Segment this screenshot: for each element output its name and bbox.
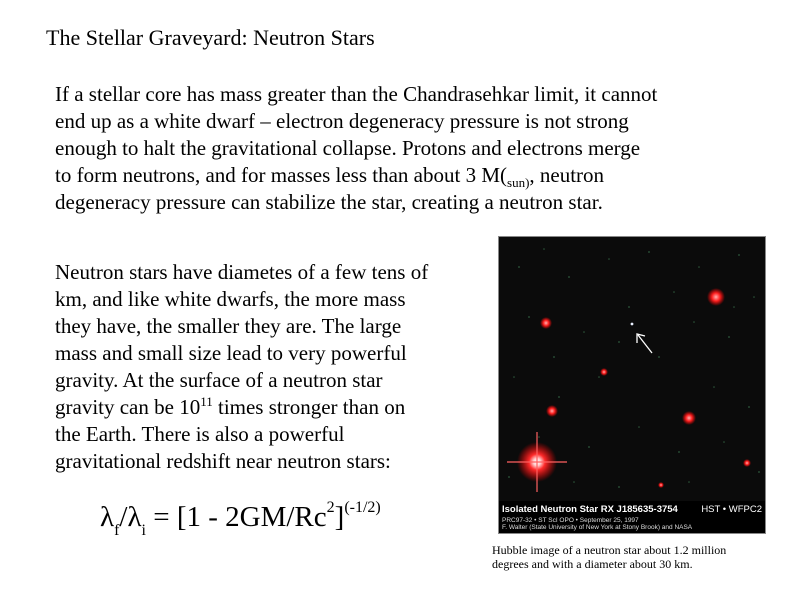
image-label: Isolated Neutron Star RX J185635-3754 <box>502 504 678 515</box>
red-star <box>707 288 725 306</box>
red-star <box>658 482 664 488</box>
banner-title-row <box>502 504 762 516</box>
neutron-star-dot <box>631 323 634 326</box>
credit-line: PRC97-32 • ST ScI OPO • September 25, 1997 <box>502 517 639 524</box>
paragraph-line: gravitational redshift near neutron stars: <box>55 449 391 473</box>
paragraph-line: end up as a white dwarf – electron degeneracy pressure is not strong <box>55 109 629 133</box>
paragraph-line <box>55 162 775 189</box>
red-star <box>600 368 608 376</box>
red-star <box>546 405 558 417</box>
paragraph-line: the Earth. There is also a powerful <box>55 422 345 446</box>
paragraph-line <box>55 394 485 421</box>
hubble-neutron-star-image <box>498 236 766 534</box>
neutron-star-paragraph <box>55 259 485 475</box>
superscript-2: 2 <box>326 499 335 516</box>
red-star <box>682 411 696 425</box>
paragraph-line: km, and like white dwarfs, the more mass <box>55 287 406 311</box>
image-caption <box>492 543 792 571</box>
red-star <box>743 459 751 467</box>
formula-exponent: (-1/2) <box>344 499 381 516</box>
slide-title: The Stellar Graveyard: Neutron Stars <box>46 25 375 50</box>
sun-subscript: sun) <box>507 175 530 190</box>
formula-slash: / <box>119 501 128 533</box>
chandrasekhar-paragraph <box>55 81 775 216</box>
text-segment: , neutron <box>529 163 605 187</box>
credit-line: F. Walter (State University of New York at Stony Brook) and NASA <box>502 524 693 531</box>
paragraph-line: mass and small size lead to very powerful <box>55 341 407 365</box>
red-star <box>540 317 552 329</box>
text-segment: times stronger than on <box>212 395 406 419</box>
lambda-symbol: λ <box>127 501 142 533</box>
paragraph-line: Neutron stars have diametes of a few tens of <box>55 260 429 284</box>
lambda-symbol: λ <box>100 501 115 533</box>
formula-rhs: = [1 - 2GM/Rc <box>145 501 327 533</box>
redshift-formula <box>100 499 381 539</box>
paragraph-line: If a stellar core has mass greater than the Chandrasehkar limit, it cannot <box>55 82 658 106</box>
paragraph-line: gravity. At the surface of a neutron star <box>55 368 383 392</box>
paragraph-line: enough to halt the gravitational collapse. Protons and electrons merge <box>55 136 641 160</box>
text-segment: gravity can be 10 <box>55 395 201 419</box>
subscript-f: f <box>114 522 120 539</box>
instrument-label: HST • WFPC2 <box>701 504 762 515</box>
paragraph-line: degeneracy pressure can stabilize the star, creating a neutron star. <box>55 190 603 214</box>
formula-bracket: ] <box>334 501 345 533</box>
exponent-superscript: 11 <box>200 394 213 409</box>
caption-line: degrees and with a diameter about 30 km. <box>492 557 693 571</box>
caption-line: Hubble image of a neutron star about 1.2 million <box>492 543 727 557</box>
text-segment: to form neutrons, and for masses less than about 3 M( <box>55 163 508 187</box>
subscript-i: i <box>141 522 146 539</box>
paragraph-line: they have, the smaller they are. The large <box>55 314 402 338</box>
image-banner <box>499 501 765 533</box>
star-field <box>499 237 765 501</box>
